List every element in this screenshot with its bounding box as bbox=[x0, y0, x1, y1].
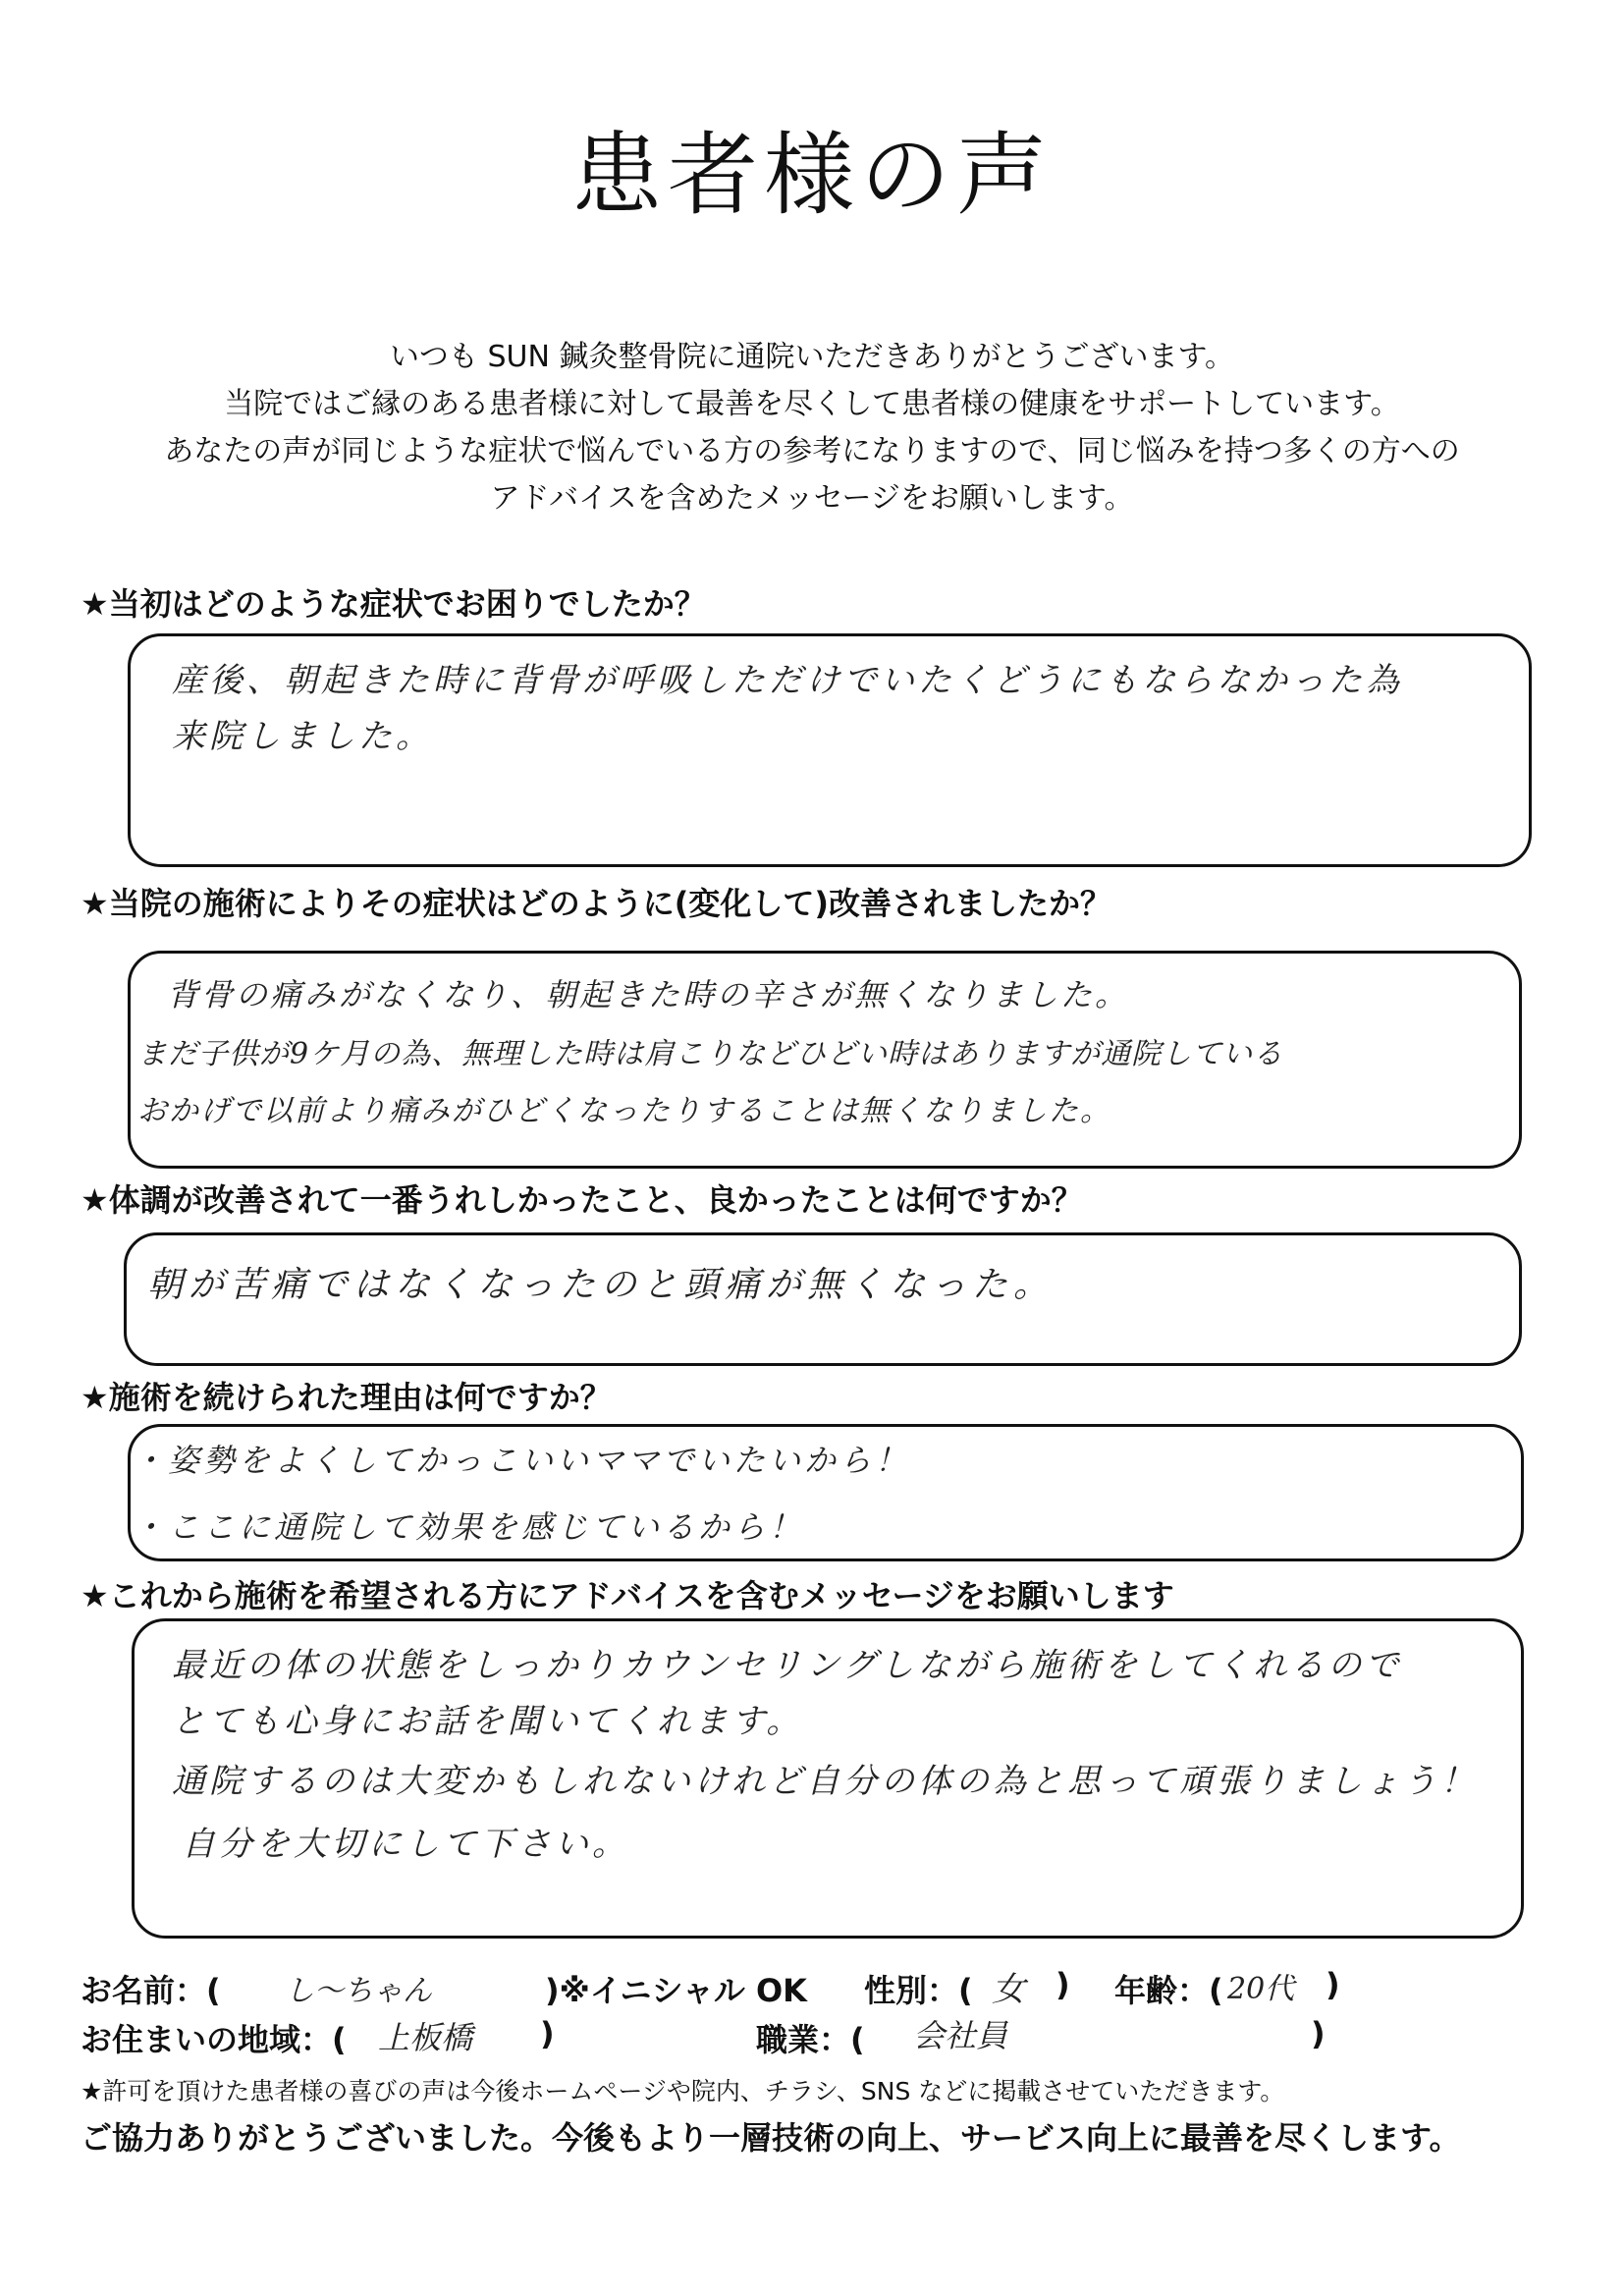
answer-5-line: 自分を大切にして下さい。 bbox=[182, 1825, 629, 1864]
answer-1-line: 産後、朝起きた時に背骨が呼吸しただけでいたくどうにもならなかった為 bbox=[172, 661, 1403, 700]
page-title: 患者様の声 bbox=[570, 123, 1053, 228]
job-label: 職業：( bbox=[756, 2021, 865, 2058]
answer-4-line: ・姿勢をよくしてかっこいいママでいたいから！ bbox=[133, 1442, 911, 1479]
answer-5-line: とても心身にお話を聞いてくれます。 bbox=[172, 1702, 804, 1741]
answer-3-line: 朝が苦痛ではなくなったのと頭痛が無くなった。 bbox=[147, 1265, 1056, 1305]
age-close: ) bbox=[1326, 1966, 1340, 2003]
job-close: ) bbox=[1311, 2015, 1326, 2052]
answer-5-line: 最近の体の状態をしっかりカウンセリングしながら施術をしてくれるので bbox=[172, 1646, 1403, 1685]
name-label: お名前：( bbox=[81, 1972, 221, 2009]
gender-value: 女 bbox=[992, 1970, 1025, 2009]
answer-2-line: おかげで以前より痛みがひどくなったりすることは無くなりました。 bbox=[137, 1094, 1111, 1128]
intro-line: 当院ではご縁のある患者様に対して最善を尽くして患者様の健康をサポートしています。 bbox=[224, 387, 1400, 421]
name-value: し～ちゃん bbox=[285, 1974, 432, 2008]
intro-line: あなたの声が同じような症状で悩んでいる方の参考になりますので、同じ悩みを持つ多くの方への bbox=[164, 434, 1460, 468]
area-label: お住まいの地域：( bbox=[81, 2021, 347, 2058]
consent-note: ★許可を頂けた患者様の喜びの声は今後ホームページや院内、チラシ、SNS などに掲載させていただきます。 bbox=[81, 2077, 1285, 2105]
question-2-label: ★当院の施術によりその症状はどのように(変化して)改善されましたか？ bbox=[81, 885, 1111, 922]
name-suffix: )※イニシャル OK bbox=[545, 1972, 807, 2009]
answer-5-line: 通院するのは大変かもしれないけれど自分の体の為と思って頑張りましょう！ bbox=[172, 1762, 1478, 1801]
answer-2-line: まだ子供が9ケ月の為、無理した時は肩こりなどひどい時はありますが通院している bbox=[137, 1037, 1284, 1071]
gender-label: 性別：( bbox=[864, 1972, 973, 2009]
question-1-label: ★当初はどのような症状でお困りでしたか？ bbox=[81, 585, 706, 623]
intro-text bbox=[0, 334, 1624, 522]
question-5-label: ★これから施術を希望される方にアドバイスを含むメッセージをお願いします bbox=[81, 1577, 1174, 1614]
intro-line: アドバイスを含めたメッセージをお願いします。 bbox=[490, 481, 1134, 516]
question-3-label: ★体調が改善されて一番うれしかったこと、良かったことは何ですか？ bbox=[81, 1181, 1083, 1219]
thanks-message: ご協力ありがとうございました。今後もより一層技術の向上、サービス向上に最善を尽くします。 bbox=[81, 2119, 1461, 2157]
job-value: 会社員 bbox=[913, 2017, 1008, 2054]
answer-2-line: 背骨の痛みがなくなり、朝起きた時の辛さが無くなりました。 bbox=[167, 976, 1130, 1013]
intro-line: いつも SUN 鍼灸整骨院に通院いただきありがとうございます。 bbox=[389, 340, 1235, 374]
area-value: 上板橋 bbox=[378, 2019, 473, 2056]
answer-4-line: ・ここに通院して効果を感じているから！ bbox=[133, 1508, 805, 1546]
question-4-label: ★施術を続けられた理由は何ですか？ bbox=[81, 1379, 612, 1416]
gender-close: ) bbox=[1056, 1966, 1070, 2003]
area-close: ) bbox=[540, 2015, 555, 2052]
age-label: 年齢：( bbox=[1114, 1972, 1223, 2009]
answer-1-line: 来院しました。 bbox=[172, 717, 433, 756]
age-value: 20代 bbox=[1227, 1972, 1295, 2006]
